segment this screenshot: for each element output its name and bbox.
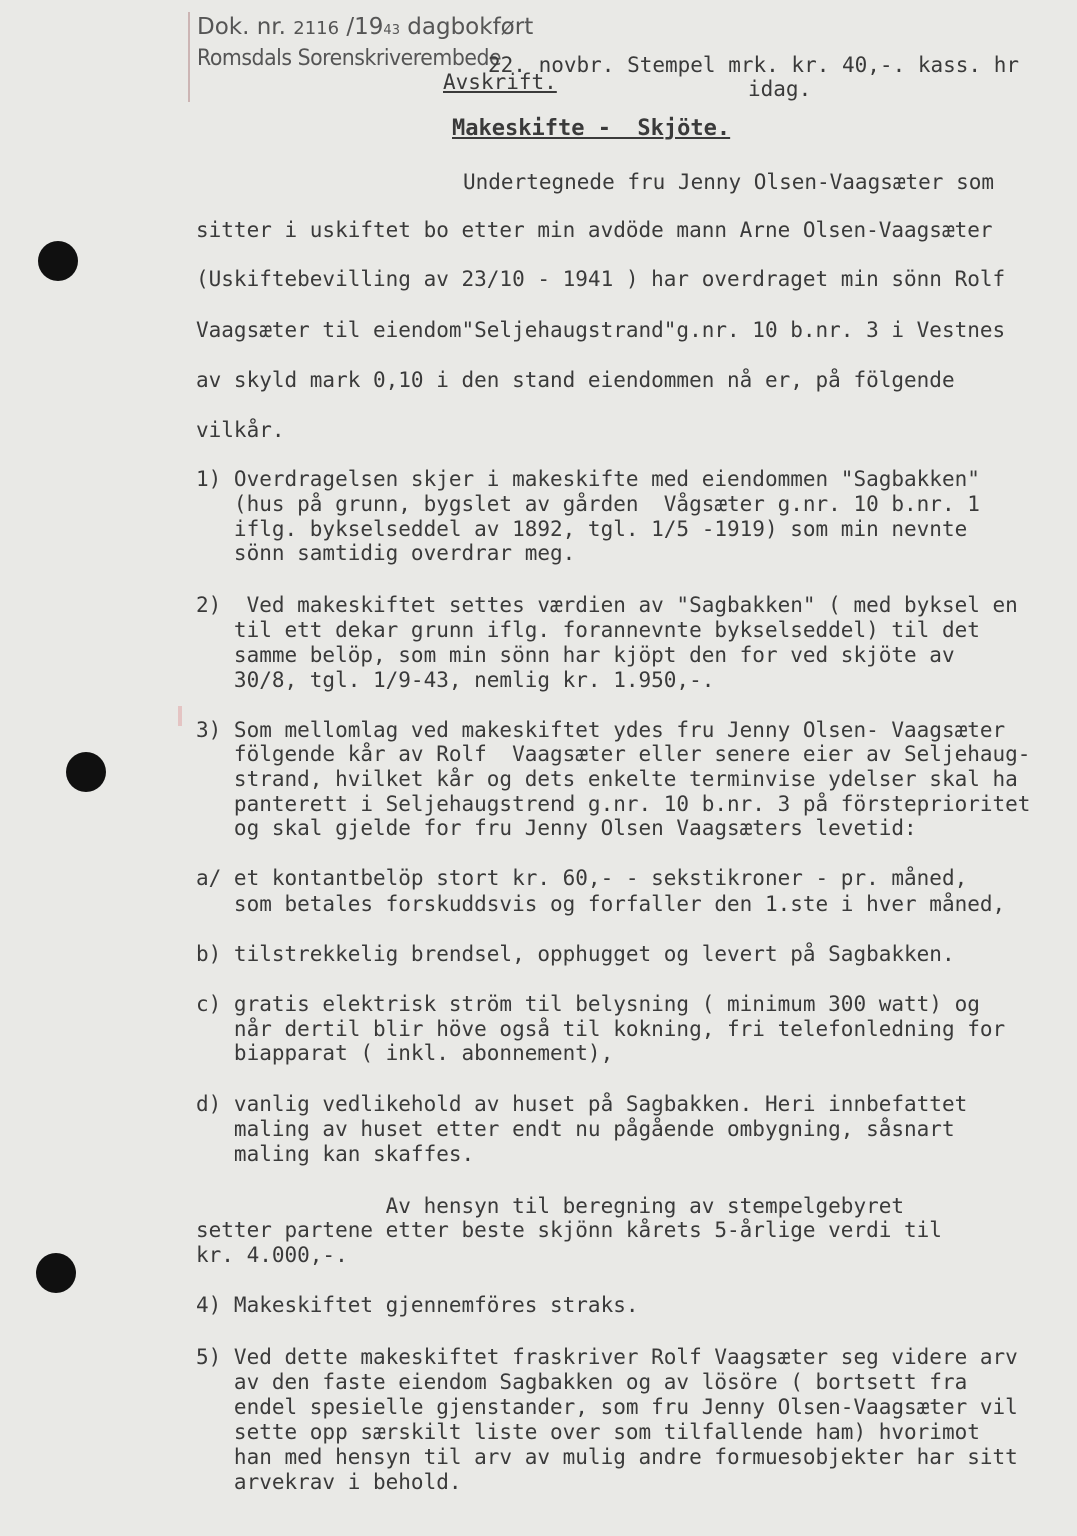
text-line: kr. 4.000,-. xyxy=(196,1243,348,1267)
stamp-dok-label: Dok. nr. xyxy=(197,14,286,40)
margin-pencil-mark xyxy=(178,706,182,726)
text-line: vilkår. xyxy=(196,418,285,442)
text-line: c) gratis elektrisk ström til belysning ( minimum 300 watt) og xyxy=(196,992,980,1016)
text-line: av skyld mark 0,10 i den stand eiendommen nå er, på fölgende xyxy=(196,368,955,392)
text-line: maling kan skaffes. xyxy=(196,1142,475,1166)
registry-stamp-line1 xyxy=(197,14,533,40)
text-line: 1) Overdragelsen skjer i makeskifte med eiendommen "Sagbakken" xyxy=(196,467,980,491)
header-note-1: 22. novbr. Stempel mrk. kr. 40,-. kass. hr xyxy=(488,53,1020,77)
header-note-2: idag. xyxy=(748,77,812,101)
text-line: sitter i uskiftet bo etter min avdöde mann Arne Olsen-Vaagsæter xyxy=(196,218,993,242)
stamp-word: dagbokført xyxy=(407,14,534,40)
text-line: og skal gjelde for fru Jenny Olsen Vaagsæters levetid: xyxy=(196,816,917,840)
punch-hole xyxy=(38,241,78,281)
text-line: sette opp særskilt liste over som tilfallende ham) hvorimot xyxy=(196,1420,980,1444)
text-line: d) vanlig vedlikehold av huset på Sagbakken. Heri innbefattet xyxy=(196,1092,968,1116)
text-line: sönn samtidig overdrar meg. xyxy=(196,541,576,565)
stamp-year-suffix: 43 xyxy=(383,23,400,38)
text-line: Av hensyn til beregning av stempelgebyret xyxy=(196,1194,905,1218)
text-line: som betales forskuddsvis og forfaller den 1.ste i hver måned, xyxy=(196,892,1006,916)
text-line: til ett dekar grunn iflg. forannevnte bykselseddel) til det xyxy=(196,618,980,642)
text-line: (hus på grunn, bygslet av gården Vågsæter g.nr. 10 b.nr. 1 xyxy=(196,492,980,516)
text-line: strand, hvilket kår og dets enkelte terminvise ydelser skal ha xyxy=(196,767,1018,791)
stamp-slash-year: /19 xyxy=(346,14,384,40)
text-line: (Uskiftebevilling av 23/10 - 1941 ) har overdraget min sönn Rolf xyxy=(196,267,1006,291)
document-title: Makeskifte - Skjöte. xyxy=(452,116,731,141)
text-line: han med hensyn til arv av mulig andre formuesobjekter har sitt xyxy=(196,1445,1018,1469)
text-line: Undertegnede fru Jenny Olsen-Vaagsæter som xyxy=(463,170,995,194)
margin-stamp-line xyxy=(188,12,190,102)
text-line: samme belöp, som min sönn har kjöpt den for ved skjöte av xyxy=(196,643,955,667)
text-line: av den faste eiendom Sagbakken og av lösöre ( bortsett fra xyxy=(196,1370,968,1394)
text-line: panterett i Seljehaugstrend g.nr. 10 b.nr. 3 på försteprioritet xyxy=(196,792,1031,816)
text-line: 5) Ved dette makeskiftet fraskriver Rolf Vaagsæter seg videre arv xyxy=(196,1345,1018,1369)
text-line: fölgende kår av Rolf Vaagsæter eller senere eier av Seljehaug- xyxy=(196,742,1031,766)
text-line: a/ et kontantbelöp stort kr. 60,- - sekstikroner - pr. måned, xyxy=(196,866,968,890)
text-line: når dertil blir höve også til kokning, fri telefonledning for xyxy=(196,1017,1006,1041)
text-line: maling av huset etter endt nu pågående ombygning, såsnart xyxy=(196,1117,955,1141)
avskrift-label: Avskrift. xyxy=(443,70,557,94)
text-line: Vaagsæter til eiendom"Seljehaugstrand"g.nr. 10 b.nr. 3 i Vestnes xyxy=(196,318,1006,342)
text-line: b) tilstrekkelig brendsel, opphugget og levert på Sagbakken. xyxy=(196,942,955,966)
text-line: iflg. bykselseddel av 1892, tgl. 1/5 -1919) som min nevnte xyxy=(196,517,968,541)
text-line: 30/8, tgl. 1/9-43, nemlig kr. 1.950,-. xyxy=(196,668,715,692)
punch-hole xyxy=(36,1253,76,1293)
text-line: arvekrav i behold. xyxy=(196,1470,462,1494)
punch-hole xyxy=(66,752,106,792)
text-line: setter partene etter beste skjönn kårets 5-årlige verdi til xyxy=(196,1218,942,1242)
registry-stamp-office: Romsdals Sorenskriverembede xyxy=(197,46,502,71)
text-line: 2) Ved makeskiftet settes værdien av "Sagbakken" ( med byksel en xyxy=(196,593,1018,617)
text-line: endel spesielle gjenstander, som fru Jenny Olsen-Vaagsæter vil xyxy=(196,1395,1018,1419)
text-line: 3) Som mellomlag ved makeskiftet ydes fru Jenny Olsen- Vaagsæter xyxy=(196,718,1006,742)
text-line: 4) Makeskiftet gjennemföres straks. xyxy=(196,1293,639,1317)
text-line: biapparat ( inkl. abonnement), xyxy=(196,1041,614,1065)
stamp-number: 2116 xyxy=(293,18,340,39)
